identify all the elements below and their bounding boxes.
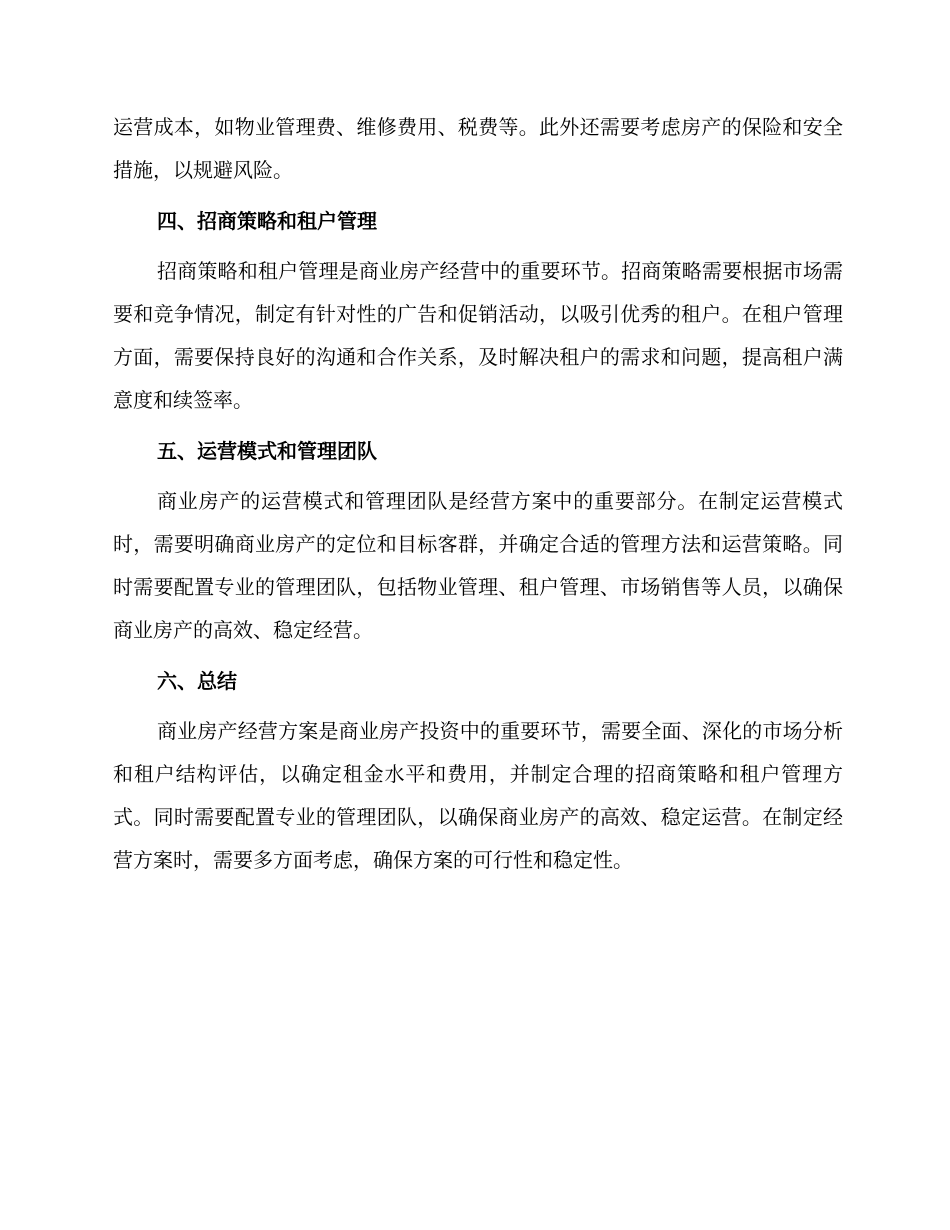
document-body: [113, 106, 843, 882]
paragraph-section-6: 商业房产经营方案是商业房产投资中的重要环节，需要全面、深化的市场分析和租户结构评估，以确定租金水平和费用，并制定合理的招商策略和租户管理方式。同时需要配置专业的管理团队，以确保商业房产的高效、稳定运营。在制定经营方案时，需要多方面考虑，确保方案的可行性和稳定性。: [113, 719, 843, 872]
heading-section-5: 五、运营模式和管理团队: [157, 439, 377, 463]
heading-section-6: 六、总结: [157, 669, 237, 693]
paragraph-continued-operating-costs: 运营成本，如物业管理费、维修费用、税费等。此外还需要考虑房产的保险和安全措施，以规避风险。: [113, 115, 843, 182]
paragraph-section-4: 招商策略和租户管理是商业房产经营中的重要环节。招商策略需要根据市场需要和竞争情况，制定有针对性的广告和促销活动，以吸引优秀的租户。在租户管理方面，需要保持良好的沟通和合作关系，及时解决租户的需求和问题，提高租户满意度和续签率。: [113, 259, 843, 412]
paragraph-section-5: 商业房产的运营模式和管理团队是经营方案中的重要部分。在制定运营模式时，需要明确商业房产的定位和目标客群，并确定合适的管理方法和运营策略。同时需要配置专业的管理团队，包括物业管理、租户管理、市场销售等人员，以确保商业房产的高效、稳定经营。: [113, 489, 843, 642]
heading-section-4: 四、招商策略和租户管理: [157, 209, 377, 233]
